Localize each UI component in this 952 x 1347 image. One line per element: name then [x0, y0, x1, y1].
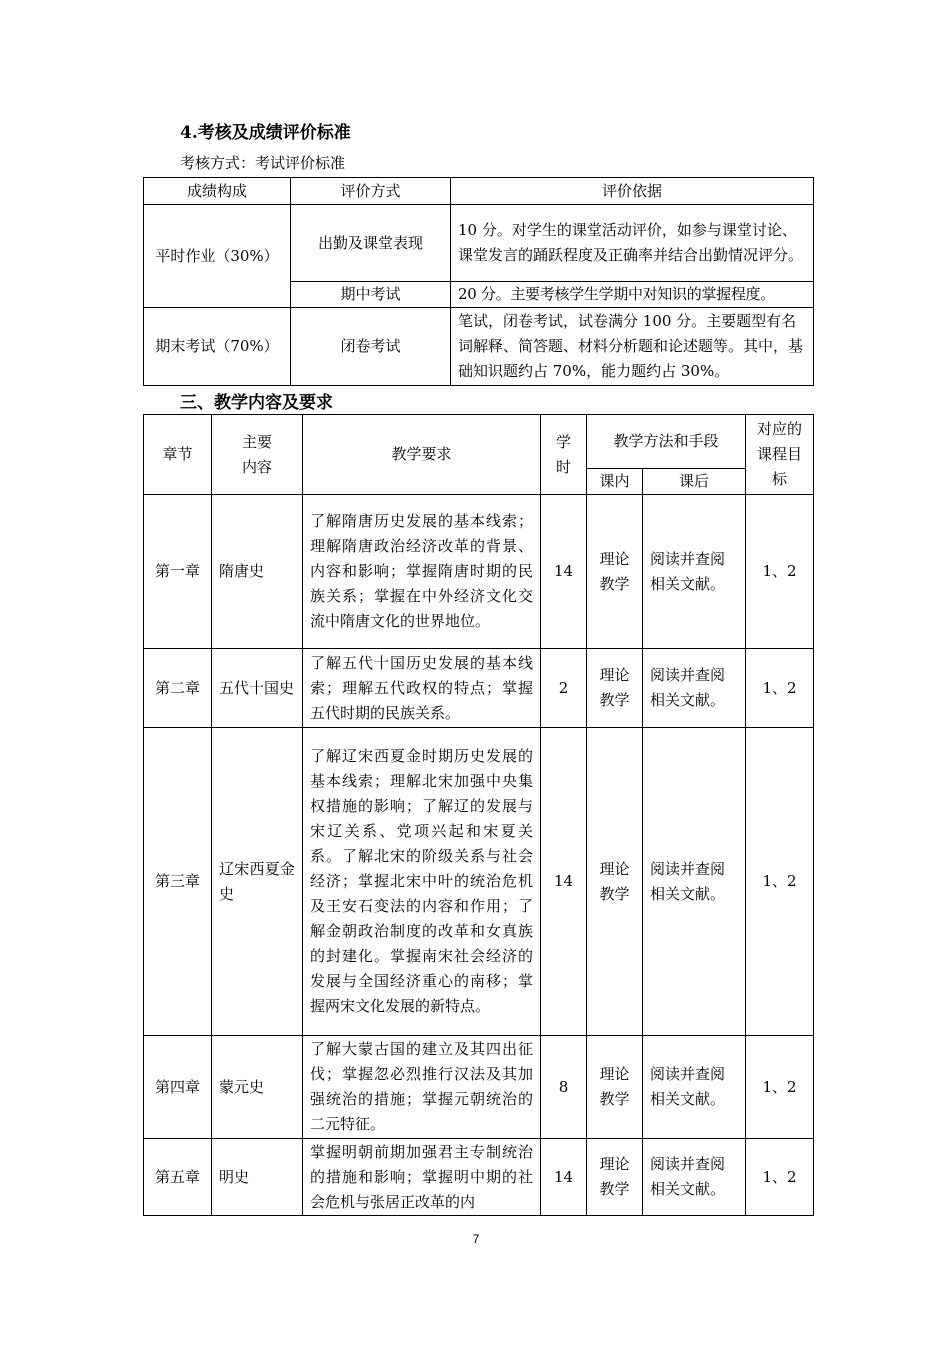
hours-cell: 14	[541, 728, 587, 1036]
in-class-cell: 理论教学	[587, 1036, 643, 1139]
requirement-cell: 了解辽宋西夏金时期历史发展的基本线索；理解北宋加强中央集权措施的影响；了解辽的发展与宋辽关系、党项兴起和宋夏关系。了解北宋的阶级关系与社会经济；掌握北宋中叶的统治危机及王安石变法的内容和作用；了解金朝政治制度的改革和女真族的封建化。掌握南宋社会经济的发展与全国经济重心的南移；掌握两宋文化发展的新特点。	[303, 728, 541, 1036]
after-class-cell: 阅读并查阅相关文献。	[643, 1036, 746, 1139]
in-class-cell: 理论教学	[587, 495, 643, 649]
goal-cell: 1、2	[746, 1036, 814, 1139]
chapter-cell: 第一章	[144, 495, 212, 649]
assessment-table	[143, 177, 814, 386]
goal-cell: 1、2	[746, 495, 814, 649]
chapter-cell: 第二章	[144, 649, 212, 728]
header-teaching-requirements: 教学要求	[303, 415, 541, 495]
requirement-cell: 了解大蒙古国的建立及其四出征伐；掌握忽必烈推行汉法及其加强统治的措施；掌握元朝统治的二元特征。	[303, 1036, 541, 1139]
table-row	[144, 649, 814, 728]
header-course-goal: 对应的课程目标	[746, 415, 814, 495]
header-after-class: 课后	[643, 469, 746, 495]
header-teaching-methods: 教学方法和手段	[587, 415, 746, 469]
table-row	[144, 1139, 814, 1216]
goal-cell: 1、2	[746, 649, 814, 728]
final-exam-basis: 笔试，闭卷考试，试卷满分 100 分。主要题型有名词解释、简答题、材料分析题和论述题等。其中，基础知识题约占 70%，能力题约占 30%。	[451, 308, 814, 386]
header-in-class: 课内	[587, 469, 643, 495]
hours-cell: 14	[541, 495, 587, 649]
page-number: 7	[472, 1232, 480, 1246]
attendance-basis: 10 分。对学生的课堂活动评价，如参与课堂讨论、课堂发言的踊跃程度及正确率并结合出勤情况评分。	[451, 205, 814, 282]
chapter-cell: 第四章	[144, 1036, 212, 1139]
after-class-cell: 阅读并查阅相关文献。	[643, 1139, 746, 1216]
header-main-content: 主要内容	[212, 415, 303, 495]
table-row	[144, 728, 814, 1036]
table-row	[144, 308, 814, 386]
header-hours: 学时	[541, 415, 587, 495]
table-row	[144, 205, 814, 282]
header-grade-composition: 成绩构成	[144, 178, 291, 205]
hours-cell: 2	[541, 649, 587, 728]
attendance-method: 出勤及课堂表现	[291, 205, 451, 282]
section-heading-teaching-content: 三、教学内容及要求	[180, 393, 333, 413]
after-class-cell: 阅读并查阅相关文献。	[643, 649, 746, 728]
final-exam-label: 期末考试（70%）	[144, 308, 291, 386]
main-content-cell: 蒙元史	[212, 1036, 303, 1139]
chapter-cell: 第五章	[144, 1139, 212, 1216]
midterm-basis: 20 分。主要考核学生学期中对知识的掌握程度。	[451, 282, 814, 308]
header-evaluation-basis: 评价依据	[451, 178, 814, 205]
in-class-cell: 理论教学	[587, 1139, 643, 1216]
table-row	[144, 495, 814, 649]
requirement-cell: 了解隋唐历史发展的基本线索；理解隋唐政治经济改革的背景、内容和影响；掌握隋唐时期的民族关系；掌握在中外经济文化交流中隋唐文化的世界地位。	[303, 495, 541, 649]
table-header-row	[144, 415, 814, 469]
hours-cell: 14	[541, 1139, 587, 1216]
goal-cell: 1、2	[746, 1139, 814, 1216]
midterm-method: 期中考试	[291, 282, 451, 308]
teaching-content-table	[143, 414, 814, 1216]
in-class-cell: 理论教学	[587, 728, 643, 1036]
table-header-row	[144, 178, 814, 205]
requirement-cell: 掌握明朝前期加强君主专制统治的措施和影响；掌握明中期的社会危机与张居正改革的内	[303, 1139, 541, 1216]
table-row	[144, 1036, 814, 1139]
hours-cell: 8	[541, 1036, 587, 1139]
after-class-cell: 阅读并查阅相关文献。	[643, 728, 746, 1036]
assessment-method-line: 考核方式：考试评价标准	[180, 154, 346, 172]
goal-cell: 1、2	[746, 728, 814, 1036]
main-content-cell: 明史	[212, 1139, 303, 1216]
section-heading-assessment: 4.考核及成绩评价标准	[180, 123, 351, 143]
header-evaluation-method: 评价方式	[291, 178, 451, 205]
main-content-cell: 隋唐史	[212, 495, 303, 649]
main-content-cell: 辽宋西夏金史	[212, 728, 303, 1036]
in-class-cell: 理论教学	[587, 649, 643, 728]
header-chapter: 章节	[144, 415, 212, 495]
main-content-cell: 五代十国史	[212, 649, 303, 728]
after-class-cell: 阅读并查阅相关文献。	[643, 495, 746, 649]
chapter-cell: 第三章	[144, 728, 212, 1036]
requirement-cell: 了解五代十国历史发展的基本线索；理解五代政权的特点；掌握五代时期的民族关系。	[303, 649, 541, 728]
final-exam-method: 闭卷考试	[291, 308, 451, 386]
regular-work-label: 平时作业（30%）	[144, 205, 291, 308]
